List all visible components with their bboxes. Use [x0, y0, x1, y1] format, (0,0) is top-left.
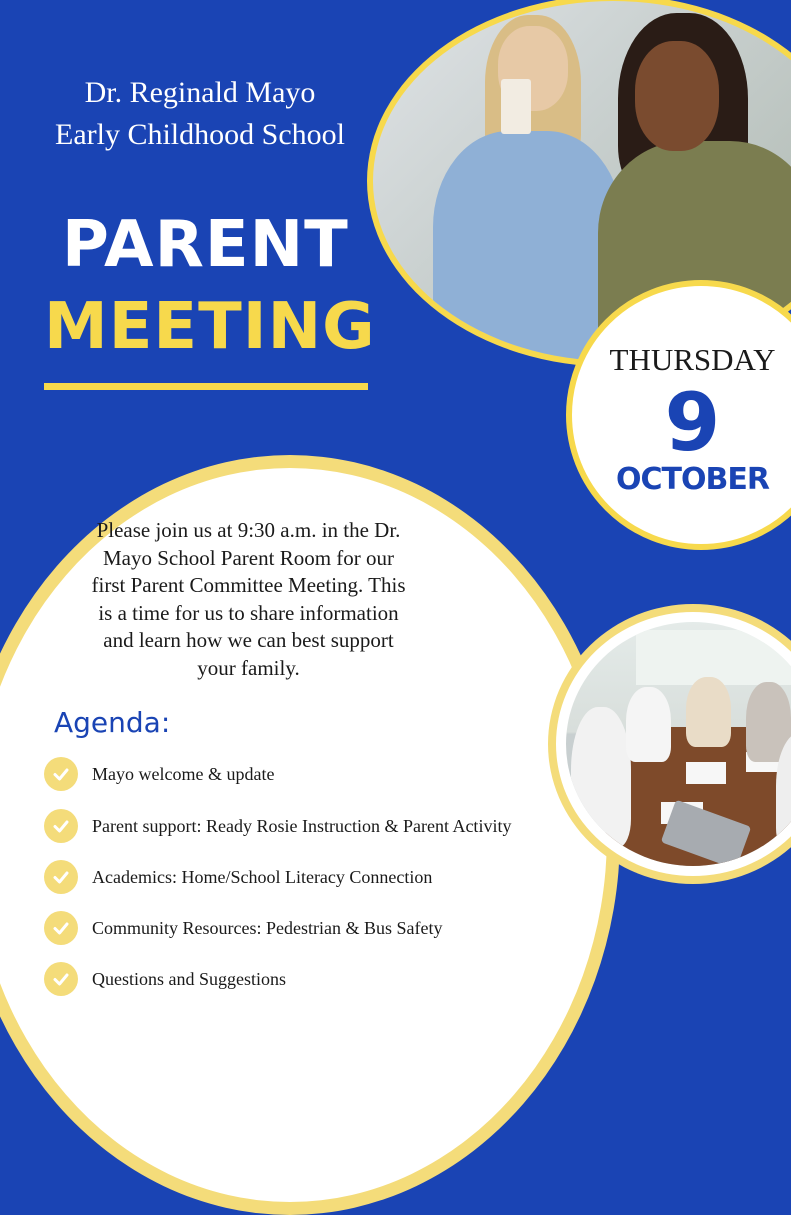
photo-parent-committee	[548, 604, 791, 884]
photo-person	[686, 677, 731, 747]
intro-paragraph	[56, 517, 441, 682]
intro-line: Please join us at 9:30 a.m. in the Dr.	[96, 518, 401, 542]
check-icon	[44, 809, 78, 843]
intro-line: your family.	[197, 655, 300, 680]
date-day: 9	[664, 376, 721, 469]
check-icon	[44, 757, 78, 791]
school-name-line2: Early Childhood School	[55, 118, 345, 151]
title-meeting: MEETING	[44, 290, 376, 364]
date-weekday: THURSDAY	[609, 342, 776, 377]
school-name	[20, 72, 380, 156]
agenda-item-text: Questions and Suggestions	[92, 968, 287, 989]
photo-meeting-scene	[566, 622, 791, 866]
title-divider	[44, 383, 368, 390]
photo-person-head	[635, 41, 719, 151]
agenda-item	[44, 860, 432, 894]
coffee-cup-icon	[501, 79, 531, 134]
agenda-item	[44, 757, 274, 791]
check-icon	[44, 911, 78, 945]
check-icon	[44, 860, 78, 894]
agenda-item-text: Community Resources: Pedestrian & Bus Safety	[92, 917, 443, 938]
intro-line: is a time for us to share information	[98, 600, 399, 625]
photo-person	[571, 707, 631, 847]
agenda-item	[44, 809, 511, 843]
agenda-item-text: Academics: Home/School Literacy Connection	[92, 866, 433, 887]
agenda-item-text: Mayo welcome & update	[92, 763, 275, 784]
title-parent: PARENT	[62, 208, 349, 282]
intro-line: first Parent Committee Meeting. This	[91, 573, 406, 597]
agenda-item	[44, 962, 286, 996]
intro-line: Mayo School Parent Room for our	[102, 545, 395, 570]
paper-sheet	[686, 762, 726, 784]
date-month: OCTOBER	[616, 462, 769, 497]
agenda-title: Agenda:	[54, 706, 171, 739]
photo-person	[626, 687, 671, 762]
check-icon	[44, 962, 78, 996]
agenda-item-text: Parent support: Ready Rosie Instruction & Parent Activity	[92, 815, 512, 836]
agenda-item	[44, 911, 442, 945]
school-name-line1: Dr. Reginald Mayo	[84, 76, 316, 109]
intro-line: and learn how we can best support	[103, 628, 394, 652]
